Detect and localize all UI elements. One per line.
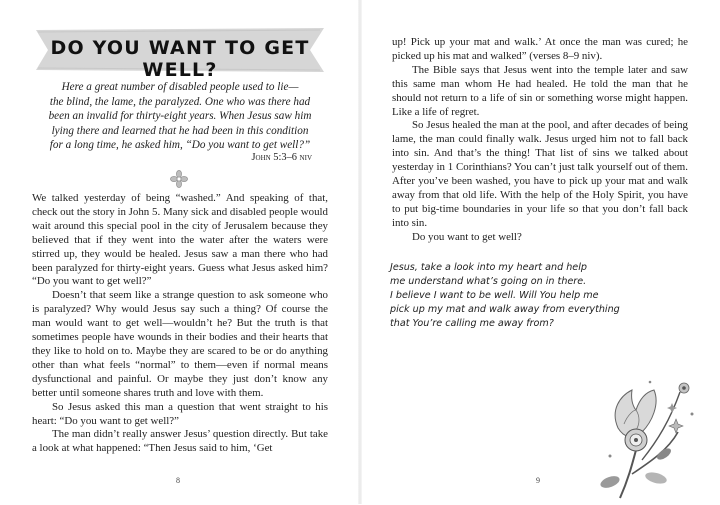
- verse-line: for a long time, he asked him, “Do you want to get well?”: [49, 139, 311, 152]
- paragraph: up! Pick up your mat and walk.’ At once the man was cured; he picked up his mat and walked” (verses 8–9 niv).: [392, 36, 688, 62]
- prayer-line: that You’re calling me away from?: [390, 318, 554, 330]
- prayer-text: [390, 261, 690, 331]
- left-page: [0, 0, 360, 504]
- paragraph: So Jesus asked this man a question that went straight to his heart: “Do you want to get well?”: [32, 400, 328, 427]
- verse-line: been an invalid for thirty-eight years. When Jesus saw him: [48, 110, 312, 123]
- title-banner: [34, 26, 326, 81]
- prayer-line: Jesus, take a look into my heart and help: [390, 262, 587, 273]
- page-title: DO YOU WANT TO GET WELL?: [50, 37, 310, 81]
- verse-line: Here a great number of disabled people used to lie—: [61, 81, 299, 93]
- prayer-line: I believe I want to be well. Will You help me: [390, 290, 599, 302]
- prayer-line: me understand what’s going on in there.: [390, 276, 587, 288]
- scripture-quote: [44, 80, 316, 153]
- paragraph: Do you want to get well?: [412, 230, 522, 243]
- prayer-line: pick up my mat and walk away from everything: [390, 304, 620, 316]
- right-page: [360, 0, 720, 504]
- verse-line: the blind, the lame, the paralyzed. One who was there had: [49, 95, 311, 108]
- verse-reference: John 5:3–6 niv: [251, 152, 312, 163]
- paragraph: The man didn’t really answer Jesus’ question directly. But take a look at what happened: “Then Jesus said to him, ‘Get: [32, 428, 328, 455]
- paragraph: The Bible says that Jesus went into the temple later and saw this same man whom He had healed. He told the man that he should not return to a life of sin or something worse might happen. Like a life of regret.: [392, 63, 688, 118]
- page-number: 8: [176, 476, 180, 485]
- verse-line: lying there and learned that he had been in this condition: [51, 124, 309, 137]
- flower-illustration-icon: [580, 370, 710, 505]
- right-body-text: [392, 36, 688, 245]
- paragraph: We talked yesterday of being “washed.” And speaking of that, check out the story in John 5. Many sick and disabled people would wait around this special pool in the city of Jerusalem because they believed that if they went into the water after the waters were stirred up, they would be healed. Jesus saw a man there who had been paralyzed for thirty-eight years. Guess what Jesus asked him? “Do you want to get well?”: [32, 192, 328, 288]
- flower-ornament-icon: [170, 170, 188, 193]
- left-body-text: [32, 192, 328, 456]
- page-number: 9: [536, 476, 540, 485]
- paragraph: So Jesus healed the man at the pool, and after decades of being lame, the man could finally walk. Jesus urged him not to fall back into sin. And that’s the thing! That list of sins we talked about yesterday in 1 Corinthians? You can’t just talk yourself out of them. After you’ve been washed, you have to pick up your mat and walk away from that old life. With the help of the Holy Spirit, you have to put big-time boundaries in your life so that you don’t fall back into sin.: [392, 119, 688, 229]
- paragraph: Doesn’t that seem like a strange question to ask someone who is paralyzed? Why would Jesus say such a thing? Of course the man would want to get well—wouldn’t he? But the truth is that sometimes people have wounds in their bodies and their hearts that they like to hold on to. Maybe they are scared to be or do anything other than what feels “normal” to them—even if normal means dysfunctional and painful. Or maybe they just don’t know any better until someone shares truth and love with them.: [32, 289, 328, 399]
